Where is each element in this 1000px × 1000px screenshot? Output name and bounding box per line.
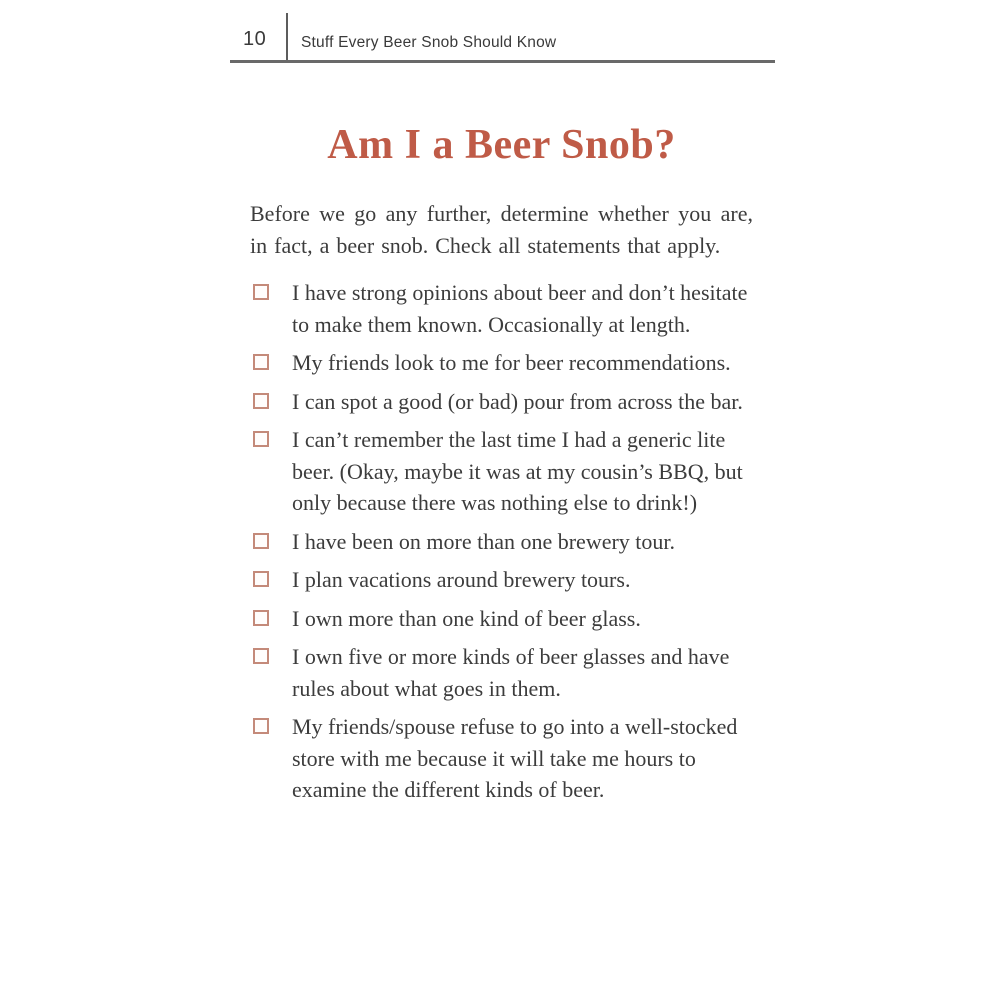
checklist-item-text: I have strong opinions about beer and don’t hesitate to make them known. Occasionally at length. — [292, 280, 748, 337]
checklist-item — [250, 277, 753, 340]
checkbox[interactable] — [253, 571, 269, 587]
checklist-item — [250, 603, 753, 635]
checklist-item-text: I own five or more kinds of beer glasses and have rules about what goes in them. — [292, 644, 730, 701]
checklist-item-text: My friends/spouse refuse to go into a well-stocked store with me because it will take me hours to examine the different kinds of beer. — [292, 714, 738, 802]
checklist-item-text: I have been on more than one brewery tour. — [292, 528, 676, 554]
intro-paragraph: Before we go any further, determine whether you are, in fact, a beer snob. Check all statements that apply. — [250, 201, 753, 258]
checkbox[interactable] — [253, 718, 269, 734]
checkbox[interactable] — [253, 610, 269, 626]
checklist-item — [250, 386, 753, 418]
page-number: 10 — [243, 28, 267, 50]
checklist-item — [250, 424, 753, 519]
checklist — [250, 277, 753, 806]
checkbox[interactable] — [253, 431, 269, 447]
checklist-item-text: I can’t remember the last time I had a generic lite beer. (Okay, maybe it was at my cousin’s BBQ, but only because there was nothing else to drink!) — [292, 427, 743, 515]
checkbox[interactable] — [253, 533, 269, 549]
checkbox[interactable] — [253, 354, 269, 370]
page-content — [250, 0, 753, 813]
checklist-item-text: My friends look to me for beer recommendations. — [292, 350, 731, 375]
checklist-item — [250, 711, 753, 806]
checklist-item — [250, 526, 753, 558]
checklist-item-text: I own more than one kind of beer glass. — [292, 605, 641, 631]
checkbox[interactable] — [253, 648, 269, 664]
checklist-item — [250, 347, 753, 379]
checklist-item-text: I plan vacations around brewery tours. — [292, 567, 631, 592]
chapter-title: Am I a Beer Snob? — [327, 122, 676, 168]
checklist-item — [250, 641, 753, 704]
checkbox[interactable] — [253, 393, 269, 409]
checklist-item — [250, 564, 753, 596]
checkbox[interactable] — [253, 284, 269, 300]
checklist-item-text: I can spot a good (or bad) pour from across the bar. — [292, 388, 743, 414]
book-title: Stuff Every Beer Snob Should Know — [301, 34, 557, 51]
